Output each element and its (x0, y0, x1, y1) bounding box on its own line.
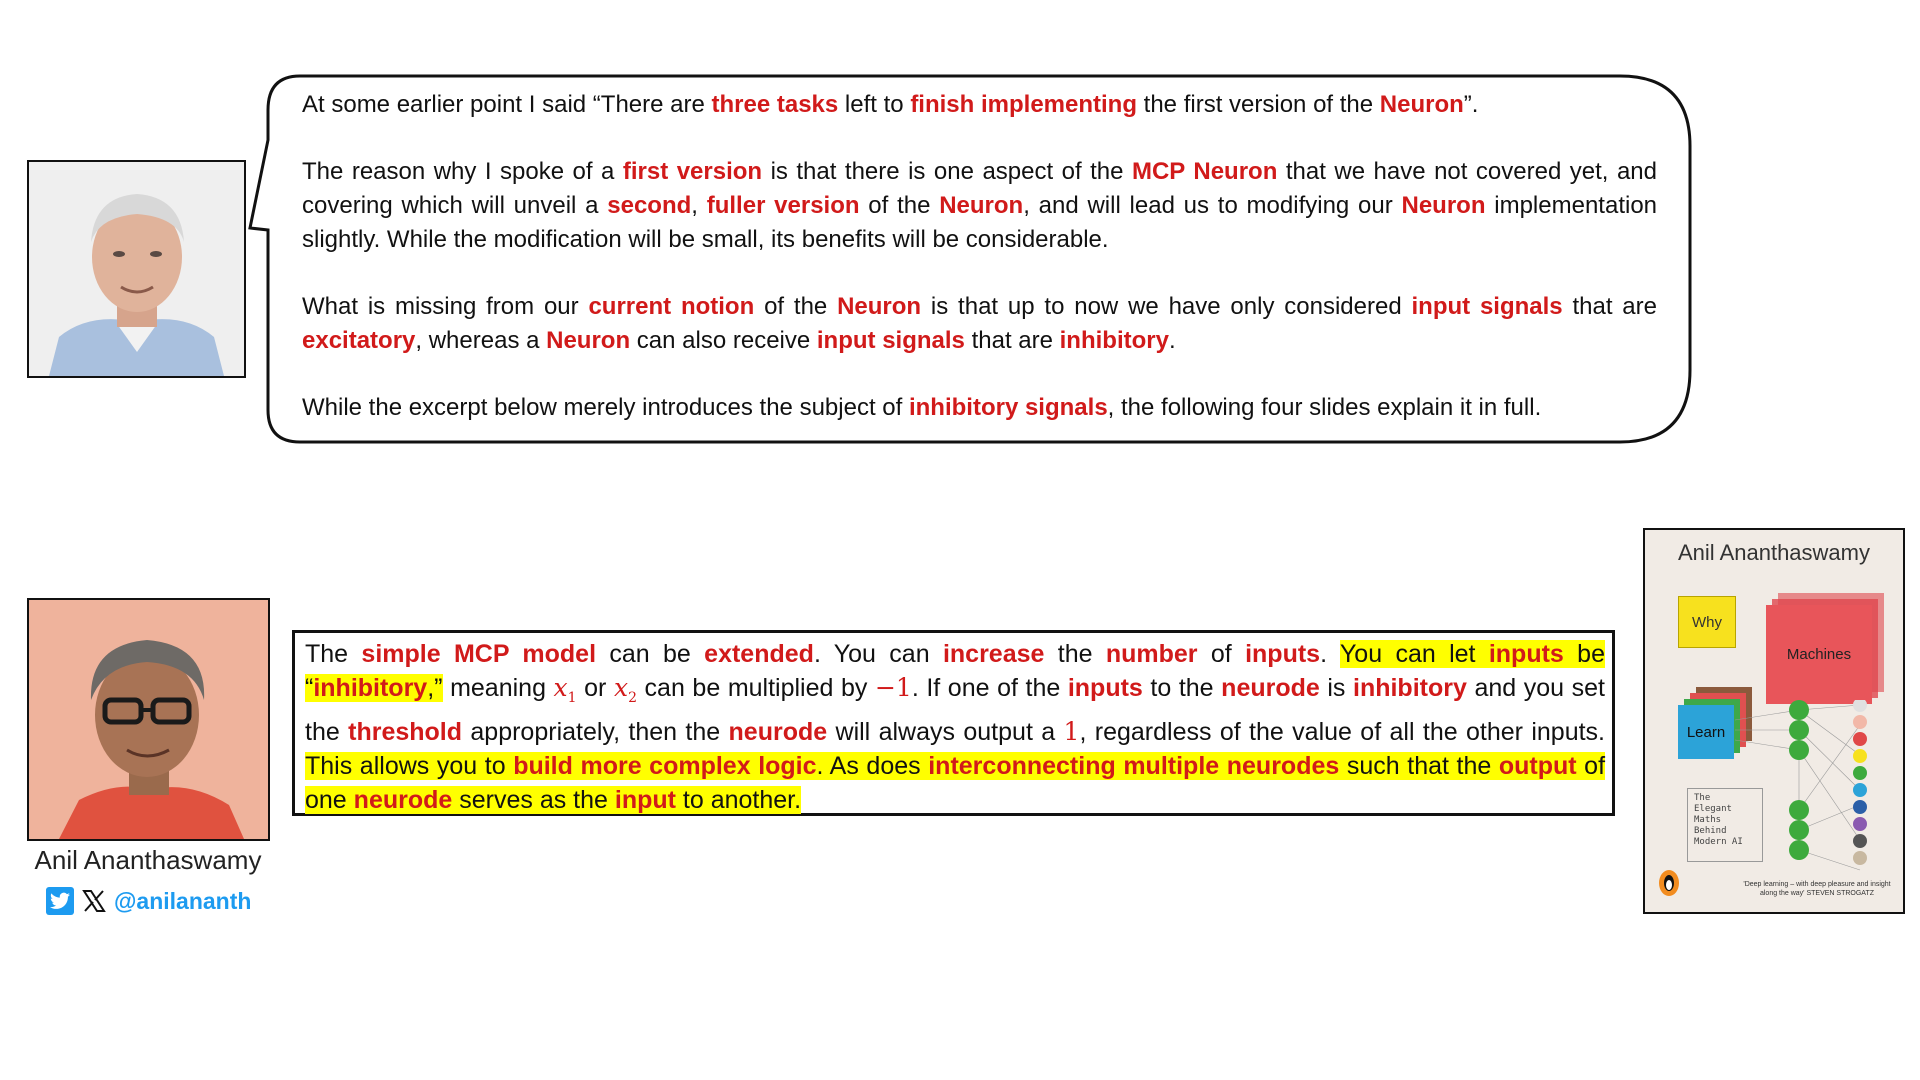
bubble-paragraph-2: The reason why I spoke of a first version is that there is one aspect of the MCP Neuron that we have not covered yet, and covering which will unveil a second, fuller version of the Neuron, and will lead us to modifying our Neuron implementation slightly. While the modification will be small, its benefits will be considerable. (302, 158, 1658, 253)
bubble-paragraph-3: What is missing from our current notion of the Neuron is that up to now we have only considered input signals that are excitatory, whereas a Neuron can also receive input signals that are inhibitory. (302, 293, 1657, 354)
book-title-why: Why (1678, 596, 1736, 648)
book-cover (1643, 528, 1905, 914)
bubble-paragraph-4: While the excerpt below merely introduces the subject of inhibitory signals, the following four slides explain it in full. (302, 394, 1542, 421)
bubble-paragraph-1: At some earlier point I said “There are three tasks left to finish implementing the first version of the Neuron”. (302, 91, 1479, 118)
author-photo (27, 598, 270, 841)
speaker-photo (27, 160, 246, 378)
author-social-row (46, 884, 251, 918)
twitter-bird-icon[interactable] (46, 887, 74, 915)
book-subtitle: The Elegant Maths Behind Modern AI (1687, 788, 1763, 862)
quote-text: The simple MCP model can be extended. You can increase the number of inputs. You can let inputs be “inhibitory,” meaning $x_1$ or $x_2$ can be multiplied by −1. If one of the inputs to the neurode is inhibitory and you set the threshold appropriately, then the neurode will always output a 1, regardless of the value of all the other inputs. This allows you to build more complex logic. As does interconnecting multiple neurodes such that the output of one neurode serves as the input to another. (305, 640, 1606, 814)
penguin-logo-icon (1659, 870, 1679, 896)
speech-bubble-text (302, 88, 1657, 458)
author-name: Anil Ananthaswamy (34, 845, 262, 875)
book-author: Anil Ananthaswamy (1678, 540, 1870, 565)
twitter-handle-link[interactable]: @anilananth (114, 887, 252, 914)
book-blurb: 'Deep learning – with deep pleasure and insight along the way' STEVEN STROGATZ (1743, 881, 1891, 897)
book-title-machines: Machines (1766, 605, 1872, 704)
x-logo-icon[interactable] (80, 887, 108, 915)
book-title-learn: Learn (1678, 705, 1734, 759)
